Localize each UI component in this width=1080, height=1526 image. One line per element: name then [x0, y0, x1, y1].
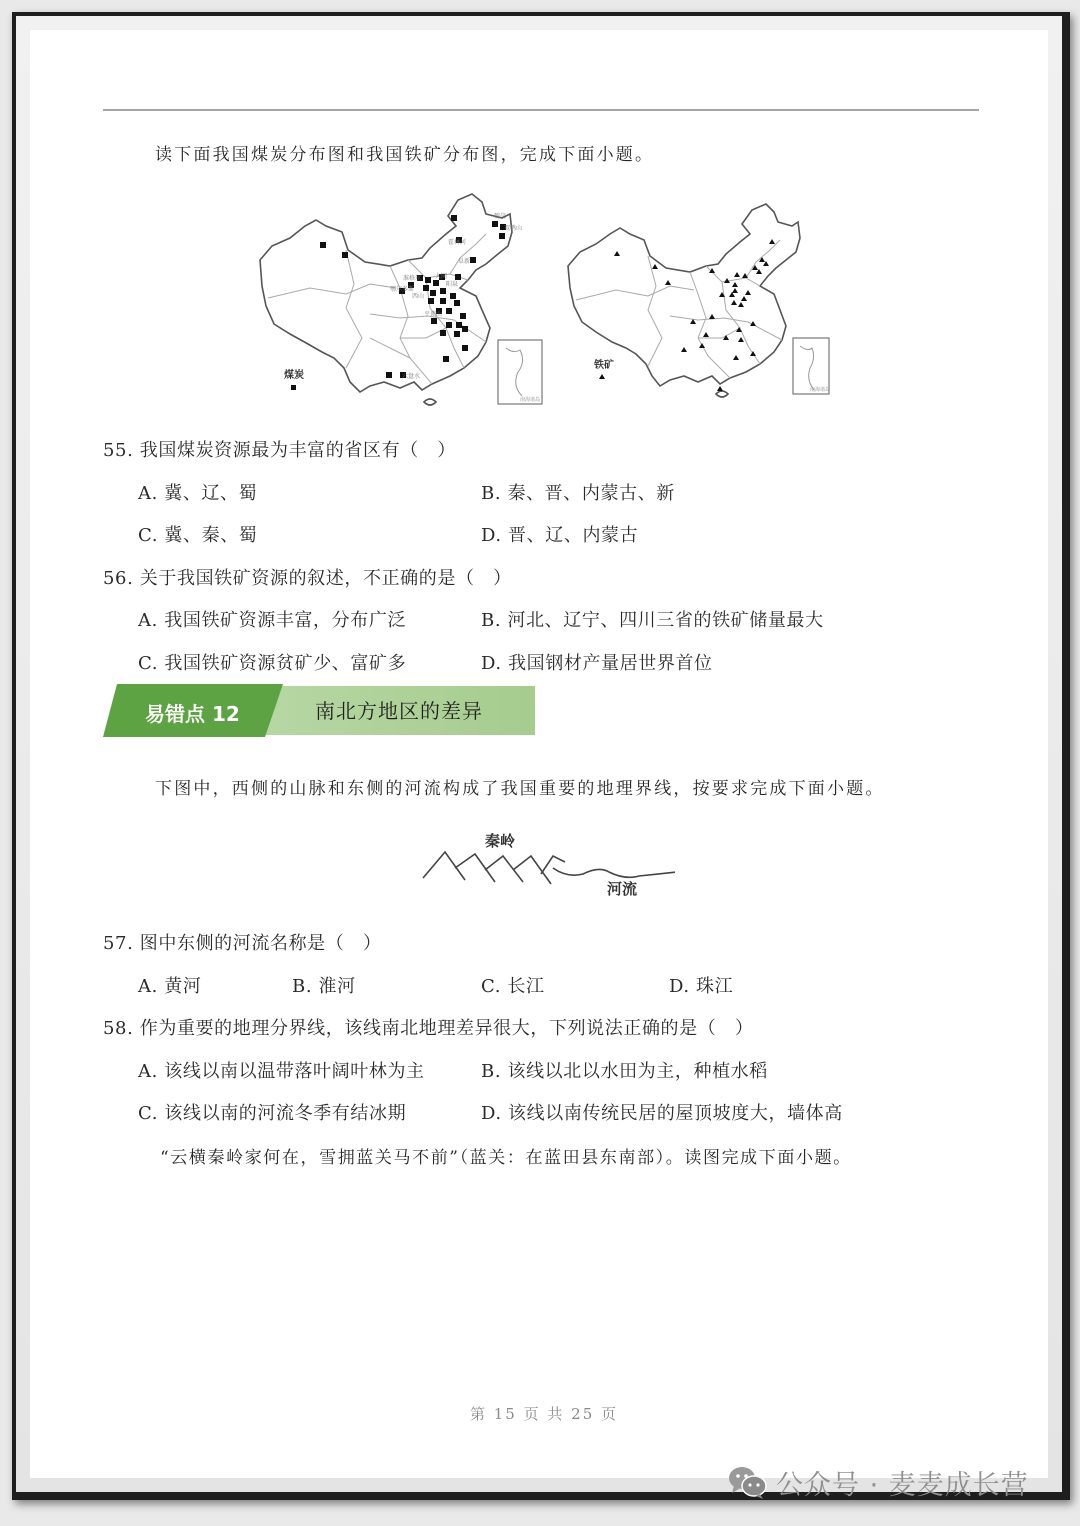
iron-distribution-map: [560, 198, 845, 408]
question-56: [103, 564, 512, 590]
question-number: 55.: [103, 440, 134, 461]
question-58: [103, 1014, 754, 1040]
mountain-river-sketch: [415, 826, 675, 898]
wechat-icon: [728, 1464, 768, 1500]
option-57-a[interactable]: A. 黄河: [138, 976, 202, 997]
option-55-a[interactable]: A. 冀、辽、蜀: [138, 483, 258, 504]
river-label: 河流: [607, 880, 638, 898]
svg-text:鄂尔多斯: 鄂尔多斯: [390, 286, 415, 293]
svg-text:霍林河: 霍林河: [448, 239, 467, 246]
question-number: 58.: [103, 1018, 134, 1039]
question-number: 56.: [103, 568, 134, 589]
header-rule: [103, 109, 979, 111]
question-57: [103, 929, 382, 955]
watermark-text: 公众号 · 麦麦成长营: [776, 1469, 1029, 1501]
watermark: [728, 1462, 1029, 1502]
option-55-b[interactable]: B. 秦、晋、内蒙古、新: [481, 483, 675, 504]
option-57-b[interactable]: B. 淮河: [292, 976, 356, 997]
banner-tag: 易错点 12: [145, 702, 240, 726]
svg-text:阜新: 阜新: [458, 258, 471, 265]
page-number-footer: 第 15 页 共 25 页: [470, 1405, 619, 1423]
svg-text:南海诸岛: 南海诸岛: [810, 387, 831, 393]
question-stem: 关于我国铁矿资源的叙述，不正确的是（ ）: [139, 568, 512, 589]
option-58-b[interactable]: B. 该线以北以水田为主，种植水稻: [481, 1061, 768, 1082]
question-stem: 我国煤炭资源最为丰富的省区有（ ）: [139, 440, 456, 461]
option-55-c[interactable]: C. 冀、秦、蜀: [138, 525, 258, 546]
intro-coal-iron: 读下面我国煤炭分布图和我国铁矿分布图，完成下面小题。: [155, 145, 655, 165]
svg-text:平顶山: 平顶山: [424, 311, 443, 318]
svg-text:鹤岗: 鹤岗: [494, 213, 507, 220]
china-map-iron: [560, 198, 845, 408]
intro-poem: “云横秦岭家何在，雪拥蓝关马不前”（蓝关：在蓝田县东南部）。读图完成下面小题。: [160, 1148, 852, 1168]
qinling-river-diagram: [415, 826, 675, 898]
intro-boundary: 下图中，西侧的山脉和东侧的河流构成了我国重要的地理界线，按要求完成下面小题。: [155, 779, 885, 799]
iron-legend-symbol: [599, 374, 605, 379]
option-57-c[interactable]: C. 长江: [481, 976, 545, 997]
option-56-d[interactable]: D. 我国钢材产量居世界首位: [481, 653, 713, 674]
question-stem: 作为重要的地理分界线，该线南北地理差异很大，下列说法正确的是（ ）: [139, 1018, 754, 1039]
svg-text:准格尔: 准格尔: [403, 275, 422, 282]
china-map-coal: [250, 188, 550, 413]
option-57-d[interactable]: D. 珠江: [669, 976, 734, 997]
banner-title: 南北方地区的差异: [315, 699, 483, 723]
coal-distribution-map: [250, 188, 550, 413]
option-58-d[interactable]: D. 该线以南传统民居的屋顶坡度大，墙体高: [481, 1103, 843, 1124]
question-stem: 图中东侧的河流名称是（ ）: [139, 933, 382, 954]
svg-text:阳泉: 阳泉: [446, 281, 459, 288]
option-58-a[interactable]: A. 该线以南以温带落叶阔叶林为主: [138, 1061, 425, 1082]
question-55: [103, 436, 456, 462]
option-56-b[interactable]: B. 河北、辽宁、四川三省的铁矿储量最大: [481, 610, 824, 631]
svg-text:大同: 大同: [435, 273, 448, 280]
iron-legend-label: 铁矿: [594, 360, 614, 371]
iron-markers: [614, 239, 775, 391]
mountain-label: 秦岭: [485, 832, 516, 850]
option-56-a[interactable]: A. 我国铁矿资源丰富，分布广泛: [138, 610, 407, 631]
svg-text:西山: 西山: [412, 293, 425, 300]
coal-legend-symbol: [291, 385, 296, 390]
svg-text:双鸭山: 双鸭山: [504, 225, 523, 232]
option-55-d[interactable]: D. 晋、辽、内蒙古: [481, 525, 639, 546]
coal-legend-label: 煤炭: [284, 370, 304, 381]
option-58-c[interactable]: C. 该线以南的河流冬季有结冰期: [138, 1103, 407, 1124]
section-banner: [103, 684, 535, 737]
svg-text:南海诸岛: 南海诸岛: [520, 397, 541, 403]
svg-text:六盘水: 六盘水: [402, 373, 421, 380]
option-56-c[interactable]: C. 我国铁矿资源贫矿少、富矿多: [138, 653, 407, 674]
question-number: 57.: [103, 933, 134, 954]
